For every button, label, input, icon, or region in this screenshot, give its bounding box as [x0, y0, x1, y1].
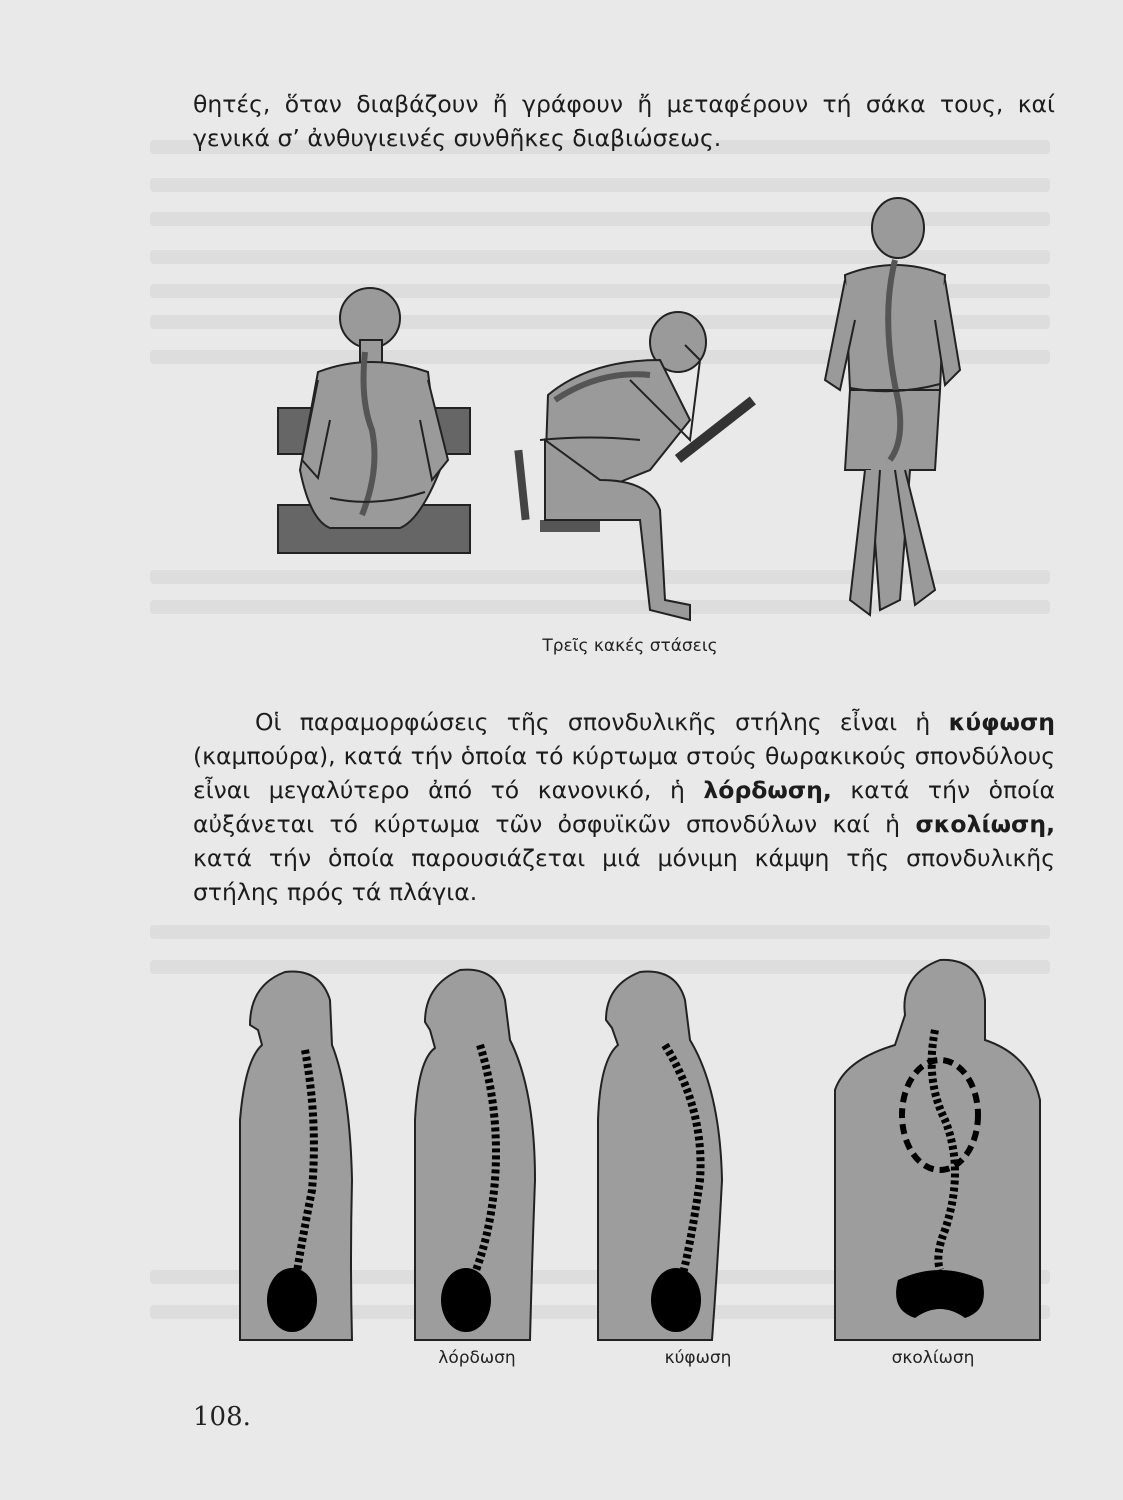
scoliosis-silhouette [835, 960, 1040, 1340]
kyphosis-silhouette [598, 972, 722, 1340]
caption-scoliosis: σκολίωση [891, 1348, 975, 1368]
pelvis [651, 1268, 701, 1332]
term-lordosis: λόρδωση, [703, 776, 832, 804]
paragraph-main-part3: κατά τήν ὁποία αὐξάνεται τό κύρτωμα τῶν ὀσφυϊκῶν σπονδύλων καί ἡ [193, 776, 1056, 838]
caption-kyphosis: κύφωση [664, 1348, 732, 1368]
term-scoliosis: σκολίωση, [915, 810, 1055, 838]
pelvis [267, 1268, 317, 1332]
pelvis [441, 1268, 491, 1332]
paragraph-main-part2: (καμπούρα), κατά τήν ὁποία τό κύρτωμα στούς θωρακικούς σπονδύλους εἶναι μεγαλύτερο ἀπό τό κανονικό, ἡ [193, 742, 1055, 804]
term-kyphosis: κύφωση [948, 708, 1055, 736]
top-figure-caption: Τρεῖς κακές στάσεις [542, 636, 718, 656]
paragraph-top-text: θητές, ὅταν διαβάζουν ἤ γράφουν ἤ μεταφέρουν τή σάκα τους, καί γενικά σ’ ἀνθυγιεινές συνθῆκες διαβιώσεως. [193, 90, 1055, 152]
page-number: 108. [193, 1402, 251, 1432]
caption-lordosis: λόρδωση [438, 1348, 516, 1368]
paragraph-main-part1: Οἱ παραμορφώσεις τῆς σπονδυλικῆς στήλης εἶναι ἡ [255, 708, 949, 736]
middle-silhouette [415, 970, 535, 1340]
paragraph-main-part4: κατά τήν ὁποία παρουσιάζεται μιά μόνιμη κάμψη τῆς σπονδυλικῆς στήλης πρός τά πλάγια. [193, 844, 1055, 906]
lordosis-silhouette [240, 972, 352, 1340]
